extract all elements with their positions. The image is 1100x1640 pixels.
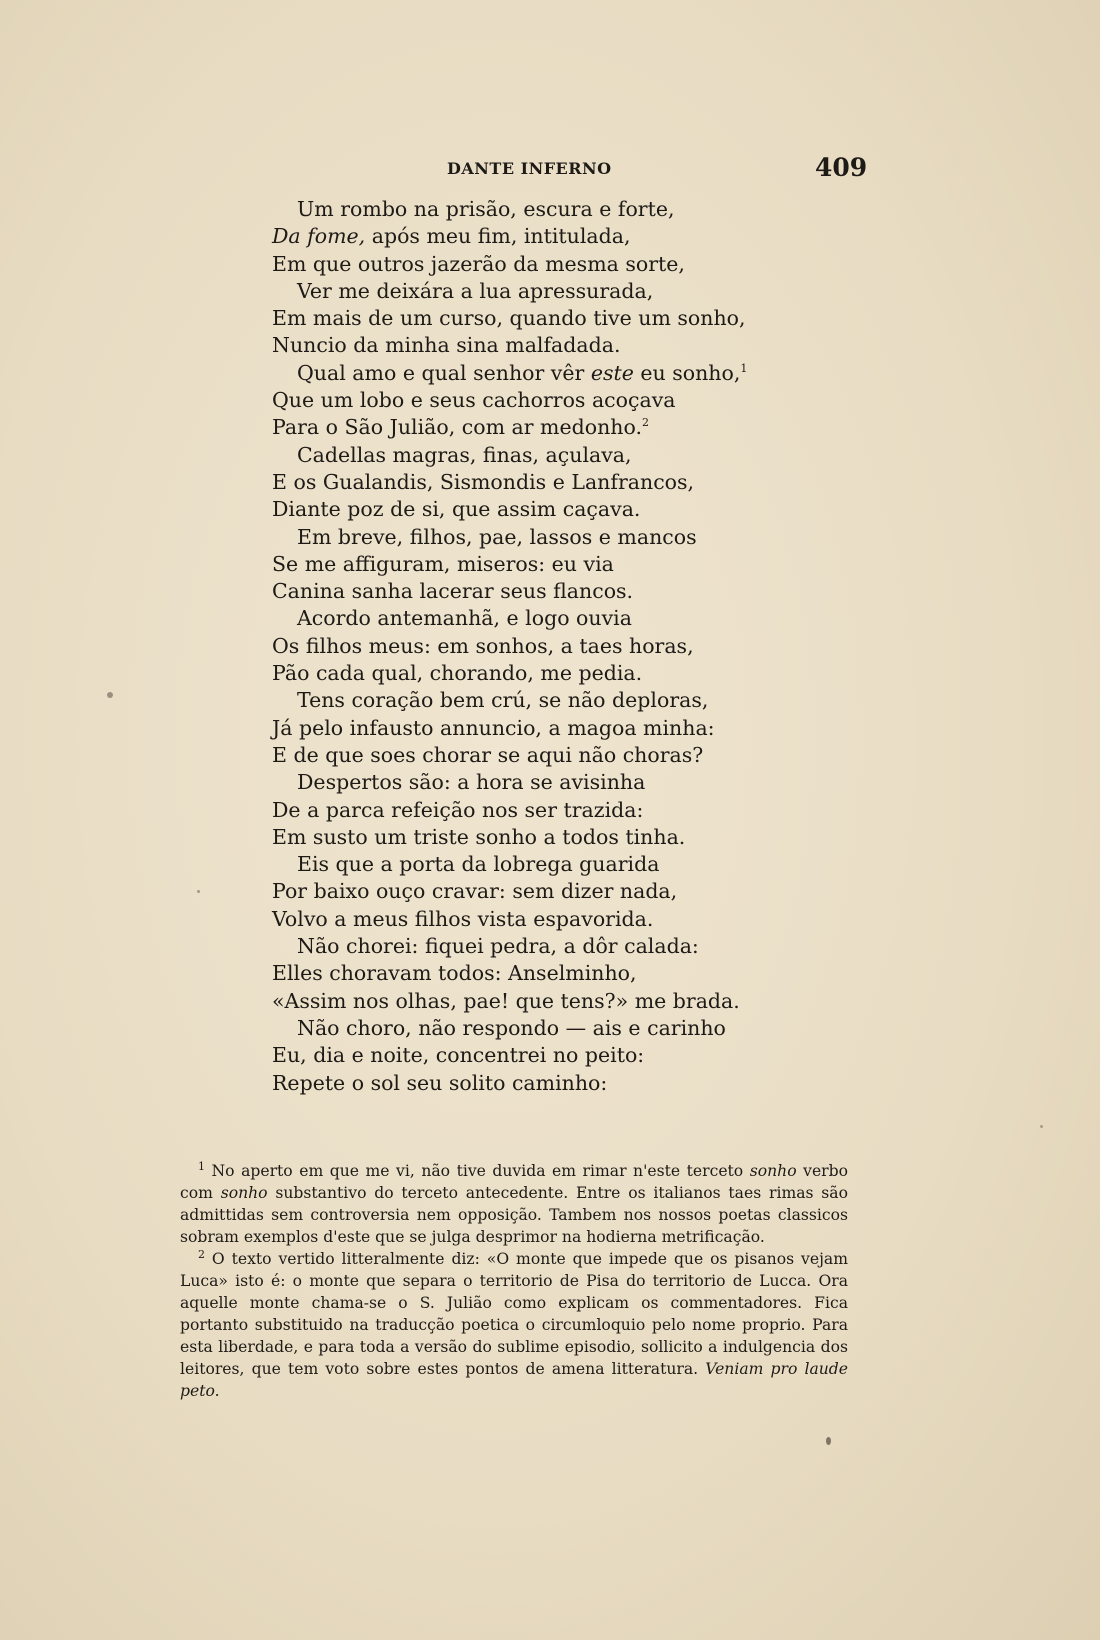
verse-line: Cadellas magras, finas, açulava, [297,442,632,467]
text-run: Qual amo e qual senhor vêr [297,360,591,385]
text-run: O texto vertido litteralmente diz: «O monte que impede que os pisanos vejam Luca» isto é: o monte que separa o territorio de Pisa do territorio de Lucca. Ora aquelle monte chama-se o S. Julião como explicam os commentadores. Fica portanto substituido na traducção poetica o circumloquio pelo nome proprio. Para esta liberdade, e para toda a versão do sublime episodio, sollicito a indulgencia dos leitores, que tem voto sobre estes pontos de amena litteratura. [180,1250,848,1378]
verse-line [272,360,792,387]
verse-line: Acordo antemanhã, e logo ouvia [297,606,632,631]
verse-line: Canina sanha lacerar seus flancos. [272,579,634,604]
verse-line: Volvo a meus filhos vista espavorida. [272,906,654,931]
text-run: verbo com [180,1162,848,1202]
verse-line: Despertos são: a hora se avisinha [297,770,646,795]
footnote-ref: 2 [642,416,650,430]
verse-line: Em mais de um curso, quando tive um sonho, [272,306,746,331]
verse-line: Não chorei: fiquei pedra, a dôr calada: [297,934,699,959]
italic-text: sonho [749,1162,797,1180]
verse-line: Em breve, filhos, pae, lassos e mancos [297,524,697,549]
paper-speck [197,890,200,893]
text-run: após meu fim, intitulada, [365,224,631,249]
verse-line [272,414,792,441]
verse-line: Eis que a porta da lobrega guarida [297,852,660,877]
verse-line: «Assim nos olhas, pae! que tens?» me brada. [272,988,740,1013]
italic-text: este [590,360,634,385]
italic-text: Da fome, [272,224,366,249]
paper-speck [1040,1125,1043,1128]
verse-line: Elles choravam todos: Anselminho, [272,961,637,986]
verse-line: De a parca refeição nos ser trazida: [272,797,644,822]
verse-line: Repete o sol seu solito caminho: [272,1070,608,1095]
verse-line: E de que soes chorar se aqui não choras? [272,742,704,767]
text-run: Para o São Julião, com ar medonho. [272,415,643,440]
verse-line: Em que outros jazerão da mesma sorte, [272,251,685,276]
verse-block [272,196,792,1097]
verse-line: Ver me deixára a lua apressurada, [297,278,654,303]
verse-line: Que um lobo e seus cachorros acoçava [272,388,676,413]
verse-line: Já pelo infausto annuncio, a magoa minha: [272,715,715,740]
verse-line: Pão cada qual, chorando, me pedia. [272,661,643,686]
footnote [180,1160,848,1248]
footnote [180,1248,848,1402]
verse-line: Tens coração bem crú, se não deploras, [297,688,709,713]
page-number: 409 [815,153,868,182]
italic-text: Veniam pro laude peto. [180,1360,848,1400]
verse-line: Por baixo ouço cravar: sem dizer nada, [272,879,678,904]
verse-line: Não choro, não respondo — ais e carinho [297,1015,726,1040]
verse-line: Nuncio da minha sina malfadada. [272,333,621,358]
paper-speck [107,692,113,698]
paper-speck [826,1437,831,1445]
verse-line: Diante poz de si, que assim caçava. [272,497,641,522]
verse-line: Os filhos meus: em sonhos, a taes horas, [272,633,694,658]
verse-line: Se me affiguram, miseros: eu via [272,551,614,576]
footnote-marker: 1 [198,1159,205,1173]
footnote-ref: 1 [740,361,748,375]
verse-line: E os Gualandis, Sismondis e Lanfrancos, [272,469,695,494]
text-run: eu sonho, [633,360,741,385]
footnotes [180,1160,848,1402]
verse-line: Eu, dia e noite, concentrei no peito: [272,1043,645,1068]
verse-line [272,223,792,250]
text-run: substantivo do terceto antecedente. Entre os italianos taes rimas são admittidas sem controversia nem opposição. Tambem nos nossos poetas classicos sobram exemplos d'este que se julga desprimor na hodierna metrificação. [180,1184,848,1246]
footnote-marker: 2 [198,1247,205,1261]
verse-line: Em susto um triste sonho a todos tinha. [272,824,686,849]
verse-line: Um rombo na prisão, escura e forte, [297,197,675,221]
running-head: DANTE INFERNO [447,159,612,178]
text-run: No aperto em que me vi, não tive duvida em rimar n'este terceto [205,1162,750,1180]
italic-text: sonho [220,1184,268,1202]
